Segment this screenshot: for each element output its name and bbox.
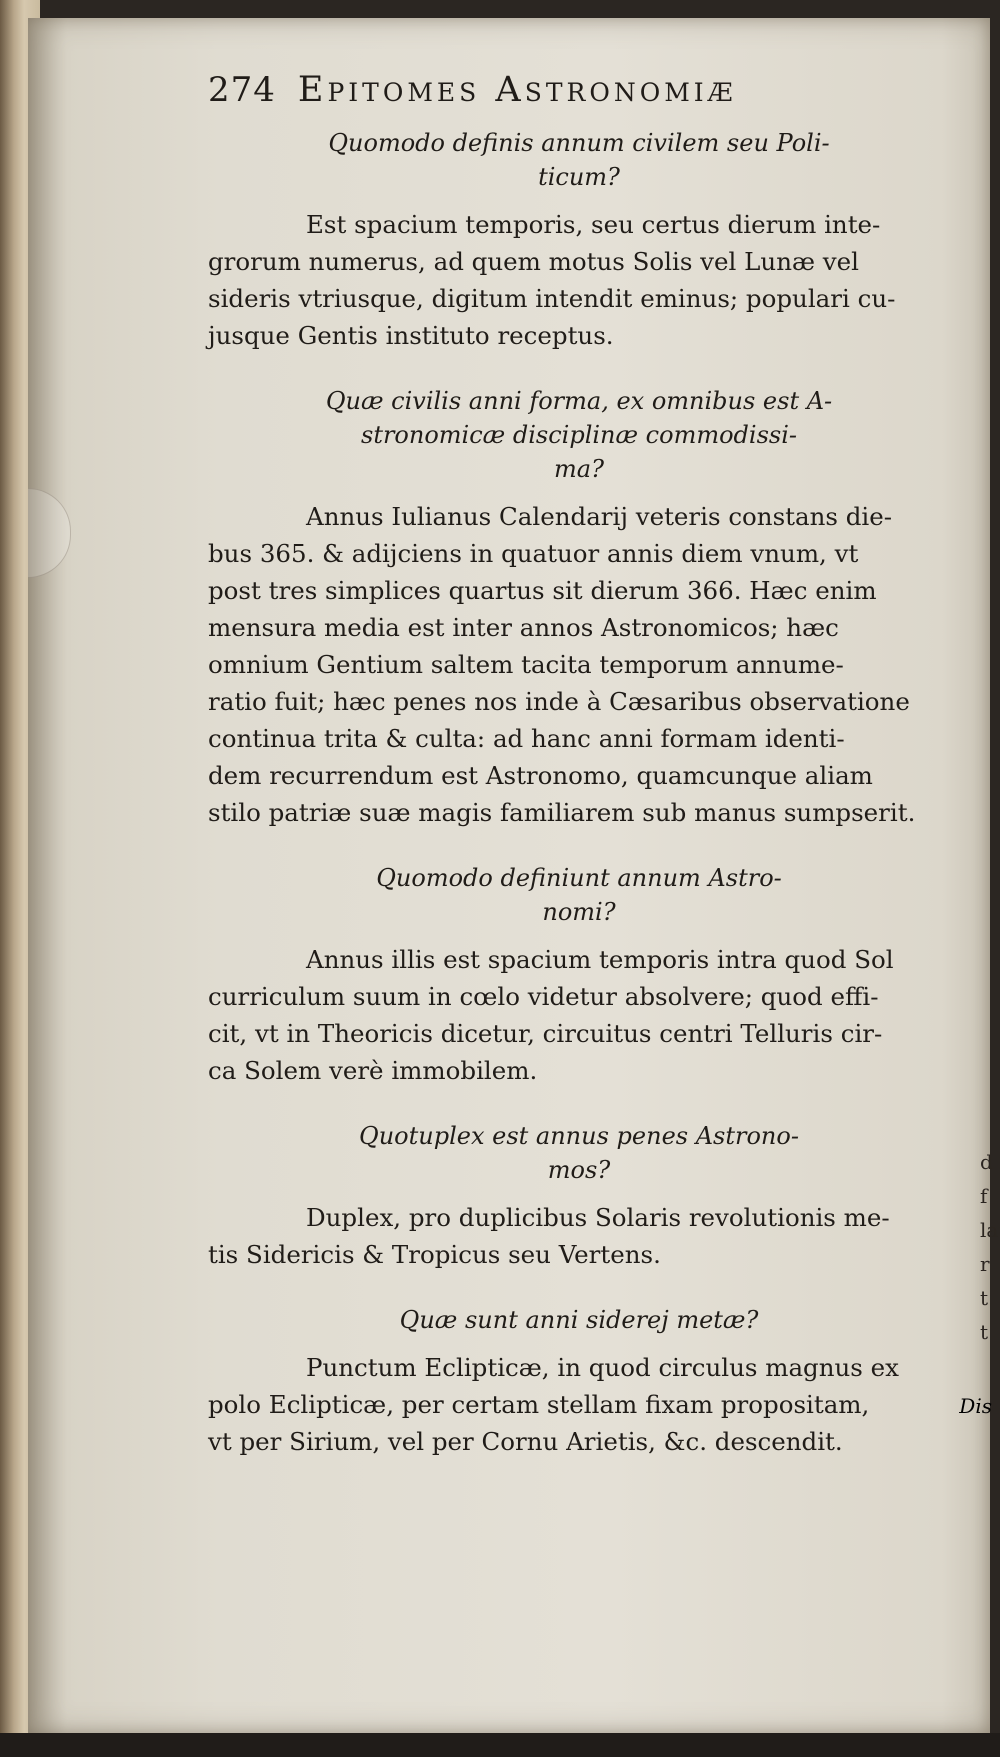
- margin-fragment: d: [980, 1150, 993, 1174]
- answer-paragraph: [208, 941, 950, 1089]
- answer-line: sideris vtriusque, digitum intendit eminus; populari cu-: [208, 284, 896, 313]
- answer-line: ca Solem verè immobilem.: [208, 1056, 538, 1085]
- question-line: ma?: [554, 455, 604, 483]
- question-line: Quæ civilis anni forma, ex omnibus est A-: [325, 387, 833, 415]
- question-line: Quotuplex est annus penes Astrono-: [359, 1122, 799, 1150]
- scan-bottom-shadow: [0, 1733, 1000, 1757]
- question-heading: [208, 384, 950, 486]
- running-header: [208, 70, 950, 110]
- question-line: nomi?: [542, 898, 616, 926]
- answer-line: Annus Iulianus Calendarij veteris constans die-: [306, 502, 893, 531]
- answer-line: cit, vt in Theoricis dicetur, circuitus centri Telluris cir-: [208, 1019, 883, 1048]
- margin-fragment: t: [980, 1286, 989, 1310]
- margin-fragment: f: [980, 1184, 988, 1208]
- answer-line: Annus illis est spacium temporis intra quod Sol: [306, 945, 894, 974]
- answer-line: continua trita & culta: ad hanc anni formam identi-: [208, 724, 845, 753]
- answer-line: Est spacium temporis, seu certus dierum inte-: [306, 210, 881, 239]
- answer-line: Duplex, pro duplicibus Solaris revolutionis me-: [306, 1203, 890, 1232]
- answer-line: stilo patriæ suæ magis familiarem sub manus sumpserit.: [208, 798, 916, 827]
- answer-line: grorum numerus, ad quem motus Solis vel Lunæ vel: [208, 247, 859, 276]
- answer-line: polo Eclipticæ, per certam stellam fixam propositam,: [208, 1390, 870, 1419]
- page-text-block: [208, 70, 950, 1490]
- question-line: Quomodo definiunt annum Astro-: [376, 864, 782, 892]
- answer-line: ratio fuit; hæc penes nos inde à Cæsaribus observatione: [208, 687, 910, 716]
- answer-line: jusque Gentis instituto receptus.: [208, 321, 614, 350]
- question-line: stronomicæ disciplinæ commodissi-: [361, 421, 797, 449]
- question-heading: [208, 1119, 950, 1187]
- question-line: Quæ sunt anni siderej metæ?: [399, 1306, 759, 1334]
- facing-page-margin-fragments: [980, 1145, 1000, 1349]
- margin-fragment: t: [980, 1320, 989, 1344]
- catchword: Dis: [959, 1394, 992, 1418]
- answer-line: dem recurrendum est Astronomo, quamcunque aliam: [208, 761, 873, 790]
- answer-line: curriculum suum in cœlo videtur absolvere; quod effi-: [208, 982, 879, 1011]
- answer-line: tis Sidericis & Tropicus seu Vertens.: [208, 1240, 661, 1269]
- page-number: 274: [208, 70, 276, 110]
- margin-fragment: r: [980, 1252, 990, 1276]
- question-heading: [208, 1303, 950, 1337]
- running-title: Epitomes Astronomiæ: [297, 70, 737, 110]
- answer-line: Punctum Eclipticæ, in quod circulus magnus ex: [306, 1353, 899, 1382]
- answer-line: mensura media est inter annos Astronomicos; hæc: [208, 613, 839, 642]
- question-line: mos?: [547, 1156, 611, 1184]
- question-heading: [208, 126, 950, 194]
- answer-line: post tres simplices quartus sit dierum 366. Hæc enim: [208, 576, 877, 605]
- answer-paragraph: [208, 498, 950, 831]
- answer-paragraph: [208, 206, 950, 354]
- answer-line: omnium Gentium saltem tacita temporum annume-: [208, 650, 844, 679]
- answer-line: vt per Sirium, vel per Cornu Arietis, &c. descendit.: [208, 1427, 843, 1456]
- question-heading: [208, 861, 950, 929]
- question-line: ticum?: [538, 163, 620, 191]
- answer-paragraph: [208, 1199, 950, 1273]
- answer-line: bus 365. & adijciens in quatuor annis diem vnum, vt: [208, 539, 859, 568]
- question-line: Quomodo definis annum civilem seu Poli-: [328, 129, 830, 157]
- answer-paragraph: [208, 1349, 950, 1460]
- margin-fragment: la: [980, 1218, 999, 1242]
- page-fold-shadow: [28, 488, 71, 578]
